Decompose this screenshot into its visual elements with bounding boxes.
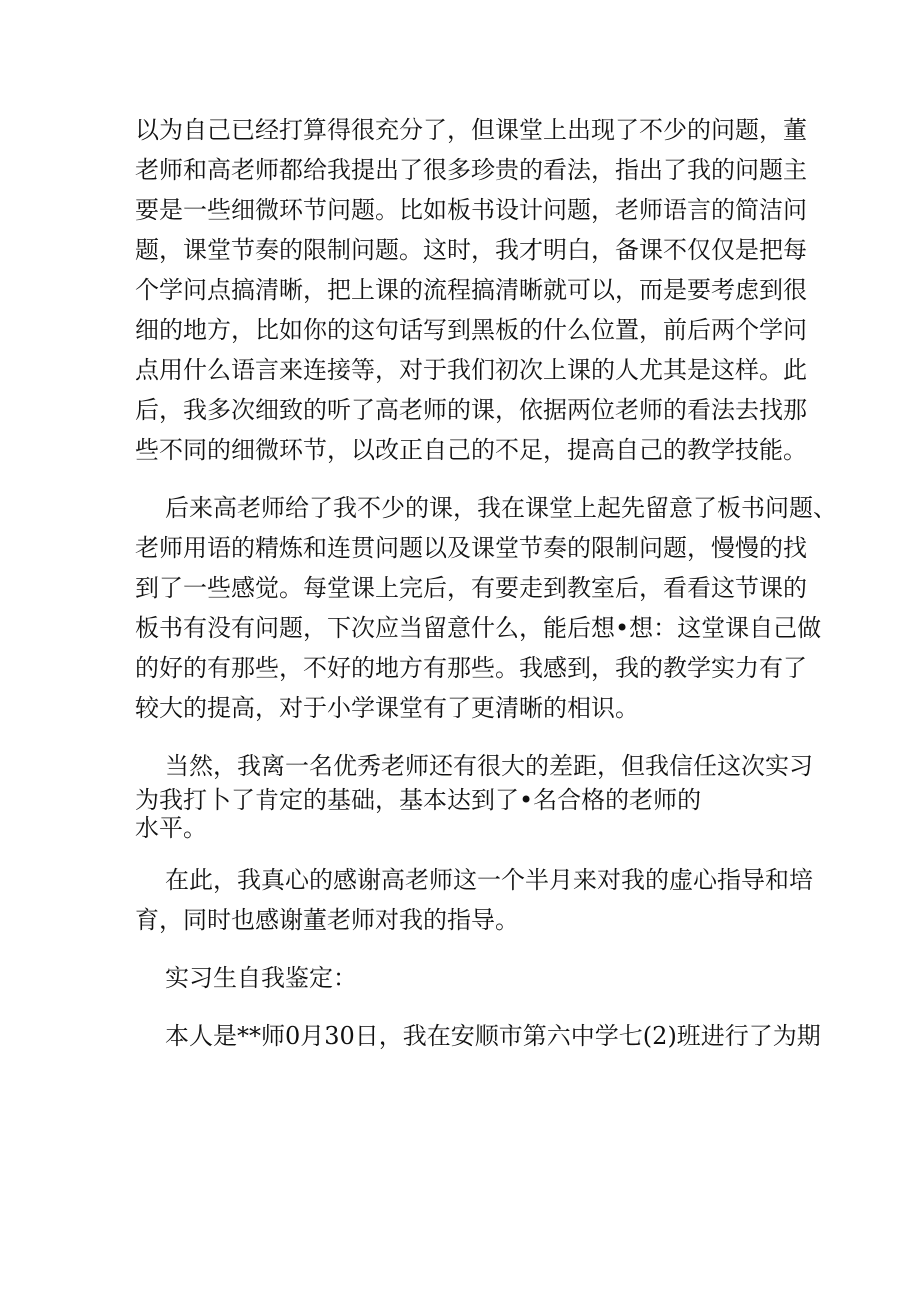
text-line: 点用什么语言来连接等，对于我们初次上课的人尤其是这样。此 [135, 356, 807, 384]
text-line: 的好的有那些，不好的地方有那些。我感到，我的教学实力有了 [135, 654, 807, 682]
paragraph-4 [135, 860, 813, 940]
text-line: 老师和高老师都给我提出了很多珍贵的看法，指出了我的问题主 [135, 156, 807, 184]
paragraph-1 [135, 110, 807, 470]
text-line: 后，我多次细致的听了高老师的课，依据两位老师的看法去找那 [135, 396, 807, 424]
paragraph-3 [135, 746, 813, 842]
text-line: 本人是**师0月30日，我在安顺市第六中学七(2)班进行了为期 [165, 1022, 821, 1050]
paragraph-2 [135, 488, 837, 728]
paragraph-gap [135, 728, 795, 746]
paragraph-gap [135, 998, 795, 1016]
text-line: 板书有没有问题，下次应当留意什么，能后想•想：这堂课自己做 [135, 614, 822, 642]
text-line: 到了一些感觉。每堂课上完后，有要走到教室后，看看这节课的 [135, 574, 807, 602]
paragraph-5 [135, 958, 795, 998]
text-line: 后来高老师给了我不少的课，我在课堂上起先留意了板书问题、 [165, 494, 837, 522]
text-line: 细的地方，比如你的这句话写到黑板的什么位置，前后两个学问 [135, 316, 807, 344]
text-line: 以为自己已经打算得很充分了，但课堂上出现了不少的问题，董 [135, 116, 807, 144]
paragraph-gap [135, 470, 795, 488]
text-line: 要是一些细微环节问题。比如板书设计问题，老师语言的简洁问 [135, 196, 807, 224]
text-line: 老师用语的精炼和连贯问题以及课堂节奏的限制问题，慢慢的找 [135, 534, 807, 562]
document-body [135, 110, 837, 1056]
paragraph-6 [135, 1016, 821, 1056]
paragraph-gap [135, 940, 795, 958]
text-line: 水平。 [135, 814, 207, 842]
text-line: 育，同时也感谢董老师对我的指导。 [135, 906, 519, 934]
paragraph-gap [135, 842, 795, 860]
text-line: 当然，我离一名优秀老师还有很大的差距，但我信任这次实习 [165, 752, 813, 780]
text-line: 些不同的细微环节，以改正自己的不足，提高自己的教学技能。 [135, 436, 807, 464]
text-line: 在此，我真心的感谢高老师这一个半月来对我的虚心指导和培 [165, 866, 813, 894]
text-line: 为我打卜了肯定的基础，基本达到了•名合格的老师的 [135, 786, 702, 814]
text-line: 较大的提高，对于小学课堂有了更清晰的相识。 [135, 694, 639, 722]
section-heading: 实习生自我鉴定： [165, 964, 357, 992]
text-line: 个学问点搞清晰，把上课的流程搞清晰就可以，而是要考虑到很 [135, 276, 807, 304]
text-line: 题，课堂节奏的限制问题。这时，我才明白，备课不仅仅是把每 [135, 236, 807, 264]
